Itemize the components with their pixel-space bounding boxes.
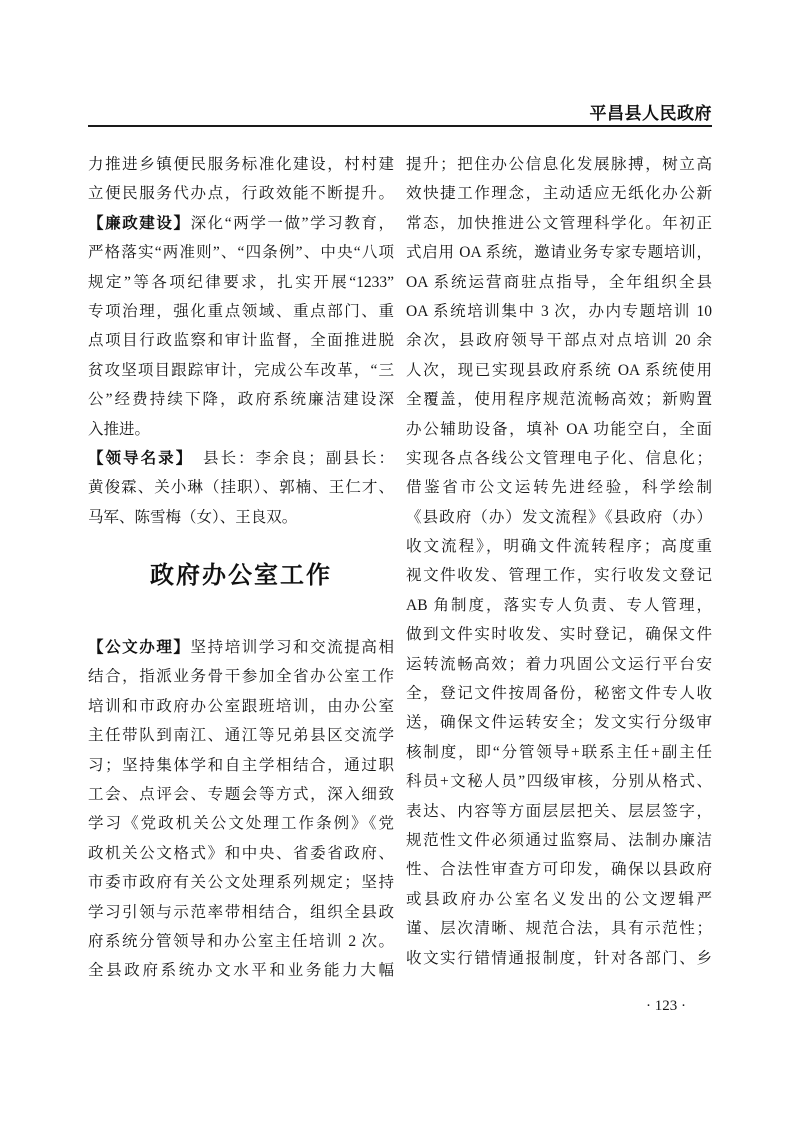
text-line: 主任带队到南江、通江等兄弟县区交流学 — [88, 727, 394, 745]
text-line: 结合，指派业务骨干参加全省办公室工作 — [88, 668, 394, 686]
text-line: 规定”等各项纪律要求，扎实开展“1233” — [88, 273, 394, 291]
text-line: OA 系统培训集中 3 次，办内专题培训 10 — [406, 302, 712, 320]
text-line: 全覆盖，使用程序规范流畅高效；新购置 — [406, 391, 712, 409]
text-line: AB 角制度，落实专人负责、专人管理， — [406, 596, 712, 614]
text-line: 视文件收发、管理工作，实行收发文登记 — [406, 567, 712, 585]
text-line: 【廉政建设】深化“两学一做”学习教育， — [88, 214, 394, 232]
text-line: 工会、点评会、专题会等方式，深入细致 — [88, 786, 394, 804]
text-line: 严格落实“两准则”、“四条例”、中央“八项 — [88, 244, 394, 262]
entry-label: 【领导名录】 — [88, 449, 186, 467]
text-line: 谨、层次清晰、规范合法，具有示范性； — [406, 920, 712, 938]
text-line: 【领导名录】 县长：李余良；副县长： — [88, 449, 394, 467]
text-line: 力推进乡镇便民服务标准化建设，村村建 — [88, 156, 394, 173]
right-column — [406, 150, 712, 973]
text-line: 运转流畅高效；着力巩固公文运行平台安 — [406, 655, 712, 673]
text-line: 马军、陈雪梅（女）、王良双。 — [88, 508, 298, 526]
text-line: 《县政府（办）发文流程》《县政府（办） — [406, 508, 712, 526]
text-line: 式启用 OA 系统，邀请业务专家专题培训， — [406, 244, 712, 262]
text-line: 核制度，即“分管领导+联系主任+副主任 — [406, 743, 712, 761]
text-line: 实现各点各线公文管理电子化、信息化； — [406, 449, 712, 467]
text-line: 全，登记文件按周备份，秘密文件专人收 — [406, 685, 712, 703]
text-line: 收文实行错情通报制度，针对各部门、乡 — [406, 949, 712, 967]
header-title: 平昌县人民政府 — [589, 104, 712, 123]
text-line: 性、合法性审查方可印发，确保以县政府 — [406, 861, 712, 879]
text-line: 借鉴省市公文运转先进经验，科学绘制 — [406, 479, 712, 497]
text-line: 立便民服务代办点，行政效能不断提升。 — [88, 185, 394, 203]
left-column — [88, 150, 394, 986]
text-line: 【公文办理】坚持培训学习和交流提高相 — [88, 639, 394, 657]
text-line: 科员+文秘人员”四级审核，分别从格式、 — [406, 773, 712, 791]
text-line: 专项治理，强化重点领域、重点部门、重 — [88, 302, 394, 320]
text-line: 全县政府系统办文水平和业务能力大幅 — [88, 962, 394, 980]
entry-label: 【公文办理】 — [88, 639, 191, 657]
text-line: 送，确保文件运转安全；发文实行分级审 — [406, 714, 712, 732]
text-line: 或县政府办公室名义发出的公文逻辑严 — [406, 890, 712, 908]
text-line: 学习《党政机关公文处理工作条例》《党 — [88, 815, 394, 833]
text-line: 规范性文件必须通过监察局、法制办廉洁 — [406, 831, 712, 849]
text-line: 点项目行政监察和审计监督，全面推进脱 — [88, 332, 394, 350]
text-line: 培训和市政府办公室跟班培训，由办公室 — [88, 697, 394, 715]
text-line: 表达、内容等方面层层把关、层层签字， — [406, 802, 712, 820]
text-line: OA 系统运营商驻点指导，全年组织全县 — [406, 273, 712, 291]
text-line: 习；坚持集体学和自主学相结合，通过职 — [88, 756, 394, 774]
text-line: 收文流程》，明确文件流转程序；高度重 — [406, 538, 712, 556]
text-line: 余次，县政府领导干部点对点培训 20 余 — [406, 332, 712, 350]
text-line: 做到文件实时收发、实时登记，确保文件 — [406, 626, 712, 644]
text-line: 入推进。 — [88, 420, 151, 438]
text-line: 府系统分管领导和办公室主任培训 2 次。 — [88, 932, 394, 950]
text-line: 黄俊霖、关小琳（挂职）、郭楠、王仁才、 — [88, 479, 394, 497]
page-number: · 123 · — [646, 998, 686, 1014]
text-line: 贫攻坚项目跟踪审计，完成公车改革，“三 — [88, 361, 394, 379]
text-line: 提升；把住办公信息化发展脉搏，树立高 — [406, 156, 712, 173]
text-line: 公”经费持续下降，政府系统廉洁建设深 — [88, 391, 394, 409]
text-line: 学习引领与示范率带相结合，组织全县政 — [88, 903, 394, 921]
entry-label: 【廉政建设】 — [88, 214, 191, 232]
text-line: 市委市政府有关公文处理系列规定；坚持 — [88, 874, 394, 892]
text-line: 政机关公文格式》和中央、省委省政府、 — [88, 844, 394, 862]
section-heading: 政府办公室工作 — [150, 563, 332, 590]
header-rule — [88, 125, 712, 127]
text-line: 人次，现已实现县政府系统 OA 系统使用 — [406, 361, 712, 379]
text-line: 效快捷工作理念，主动适应无纸化办公新 — [406, 185, 712, 203]
text-line: 办公辅助设备，填补 OA 功能空白，全面 — [406, 420, 712, 438]
text-line: 常态，加快推进公文管理科学化。年初正 — [406, 214, 712, 232]
